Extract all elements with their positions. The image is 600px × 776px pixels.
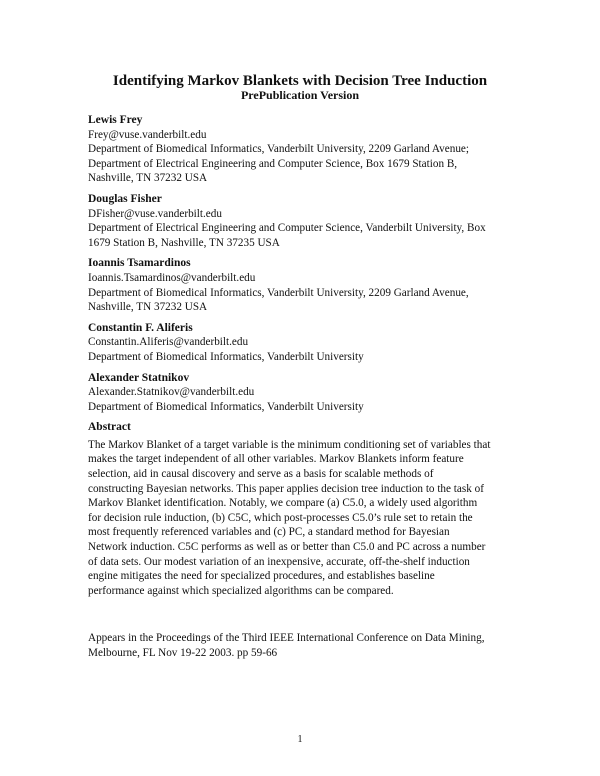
- abstract-line: of data sets. Our modest variation of an inexpensive, accurate, off-the-shelf induction: [88, 555, 470, 568]
- abstract-line: performance against which specialized algorithms can be compared.: [88, 584, 394, 597]
- page-number: 1: [297, 734, 303, 745]
- abstract-line: The Markov Blanket of a target variable is the minimum conditioning set of variables that: [88, 438, 491, 451]
- paper-body: [88, 113, 528, 661]
- author-name: Douglas Fisher: [88, 192, 162, 205]
- author-block: [88, 321, 528, 365]
- author-email: Constantin.Aliferis@vanderbilt.edu: [88, 336, 249, 349]
- publication-line: Appears in the Proceedings of the Third IEEE International Conference on Data Mining,: [88, 632, 485, 645]
- abstract-line: makes the target independent of all other variables. Markov Blankets inform feature: [88, 453, 464, 466]
- abstract-body: [88, 438, 528, 599]
- author-block: [88, 256, 528, 314]
- author-affiliation-line: Nashville, TN 37232 USA: [88, 301, 208, 314]
- abstract-line: for decision rule induction, (b) C5C, which post-processes C5.0’s rule set to retain the: [88, 511, 473, 524]
- author-name: Alexander Statnikov: [88, 371, 190, 384]
- paper-title: Identifying Markov Blankets with Decision Tree Induction: [112, 73, 488, 89]
- author-block: [88, 192, 528, 250]
- abstract-line: Network induction. C5C performs as well as or better than C5.0 and PC across a number: [88, 541, 486, 554]
- author-email: Alexander.Statnikov@vanderbilt.edu: [88, 386, 255, 399]
- author-name: Lewis Frey: [88, 114, 143, 126]
- paper-subtitle: PrePublication Version: [240, 88, 360, 102]
- author-affiliation-line: Department of Electrical Engineering and Computer Science, Vanderbilt University, Box: [88, 222, 486, 235]
- author-block: [88, 371, 528, 415]
- author-affiliation-line: Department of Biomedical Informatics, Vanderbilt University, 2209 Garland Avenue,: [88, 286, 469, 299]
- author-affiliation-line: Department of Biomedical Informatics, Vanderbilt University, 2209 Garland Avenue;: [88, 143, 469, 156]
- abstract-heading: Abstract: [88, 421, 131, 434]
- author-affiliation-line: 1679 Station B, Nashville, TN 37235 USA: [88, 236, 280, 249]
- abstract-line: most frequently referenced variables and (c) PC, a standard method for Bayesian: [88, 526, 450, 539]
- author-affiliation-line: Department of Electrical Engineering and Computer Science, Box 1679 Station B,: [88, 157, 458, 170]
- abstract-line: constructing Bayesian networks. This paper applies decision tree induction to the task of: [88, 482, 484, 495]
- author-email: Frey@vuse.vanderbilt.edu: [88, 128, 207, 141]
- abstract-line: engine mitigates the need for specialized procedures, and establishes baseline: [88, 570, 435, 583]
- publication-line: Melbourne, FL Nov 19-22 2003. pp 59-66: [88, 647, 278, 659]
- author-name: Ioannis Tsamardinos: [88, 257, 191, 270]
- publication-note: [88, 631, 528, 660]
- author-affiliation-line: Nashville, TN 37232 USA: [88, 172, 208, 185]
- author-email: DFisher@vuse.vanderbilt.edu: [88, 207, 222, 220]
- abstract-line: Markov Blanket identification. Notably, we compare (a) C5.0, a widely used algorithm: [88, 497, 478, 510]
- author-block: [88, 113, 528, 186]
- abstract-line: selection, aid in causal discovery and serve as a basis for scalable methods of: [88, 468, 434, 481]
- author-email: Ioannis.Tsamardinos@vanderbilt.edu: [88, 271, 256, 284]
- author-affiliation-line: Department of Biomedical Informatics, Vanderbilt University: [88, 350, 364, 363]
- author-affiliation-line: Department of Biomedical Informatics, Vanderbilt University: [88, 400, 364, 413]
- author-name: Constantin F. Aliferis: [88, 321, 193, 334]
